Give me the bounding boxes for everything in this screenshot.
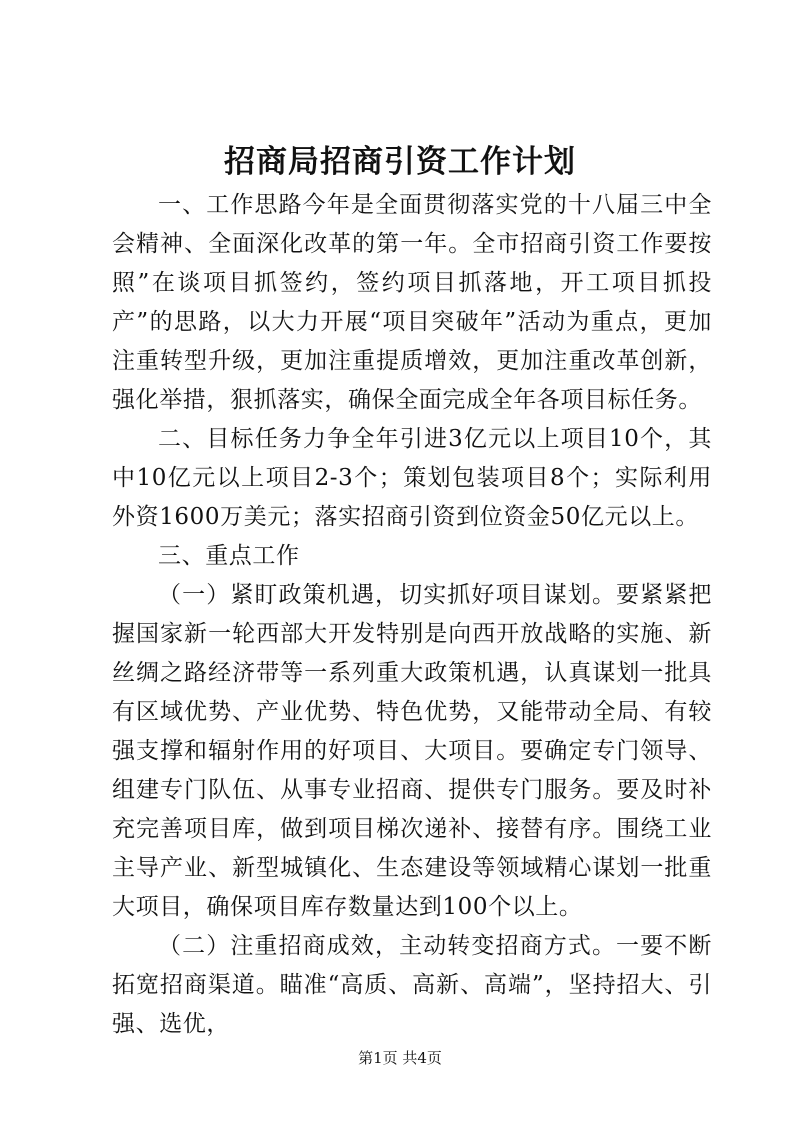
paragraph-work-approach: 一、工作思路今年是全面贯彻落实党的十八届三中全会精神、全面深化改革的第一年。全市招商引资工作要按照”在谈项目抓签约，签约项目抓落地，开工项目抓投产”的思路，以大力开展“项目突破年”活动为重点，更加注重转型升级，更加注重提质增效，更加注重改革创新，强化举措，狠抓落实，确保全面完成全年各项目标任务。 [112, 192, 712, 413]
page-footer: 第1页 共4页 [358, 1049, 442, 1067]
paragraph-policy-opportunity: （一）紧盯政策机遇，切实抓好项目谋划。要紧紧把握国家新一轮西部大开发特别是向西开放战略的实施、新丝绸之路经济带等一系列重大政策机遇，认真谋划一批具有区域优势、产业优势、特色优势，又能带动全局、有较强支撑和辐射作用的好项目、大项目。要确定专门领导、组建专门队伍、从事专业招商、提供专门服务。要及时补充完善项目库，做到项目梯次递补、接替有序。围绕工业主导产业、新型城镇化、生态建设等领域精心谋划一批重大项目，确保项目库存数量达到100个以上。 [112, 582, 712, 920]
document-title: 招商局招商引资工作计划 [224, 144, 576, 180]
paragraph-investment-effectiveness: （二）注重招商成效，主动转变招商方式。一要不断拓宽招商渠道。瞄准“高质、高新、高端”，坚持招大、引强、选优， [112, 933, 712, 1037]
document-body [112, 186, 712, 1044]
paragraph-targets: 二、目标任务力争全年引进3亿元以上项目10个，其中10亿元以上项目2-3个；策划包装项目8个；实际利用外资1600万美元；落实招商引资到位资金50亿元以上。 [112, 426, 712, 530]
paragraph-key-work-heading: 三、重点工作 [158, 543, 300, 569]
